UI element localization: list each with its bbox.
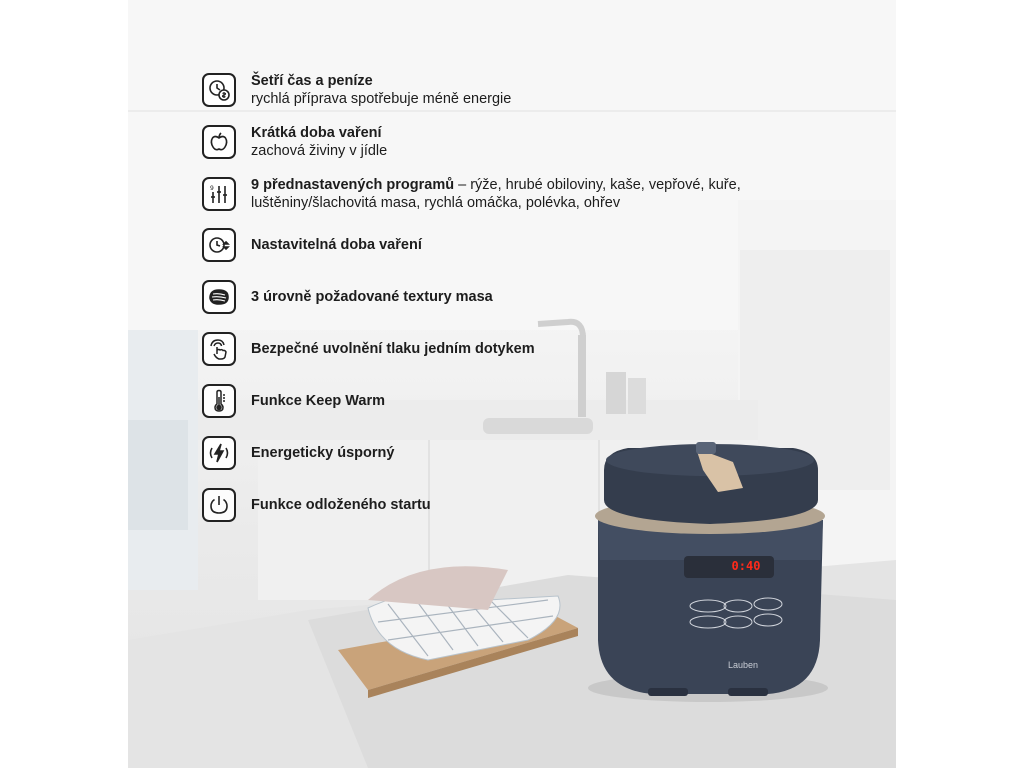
feature-inline-description: – rýže, hrubé obiloviny, kaše, vepřové, kuře, — [454, 177, 741, 193]
feature-item — [202, 176, 802, 212]
touch-release-icon — [202, 332, 236, 366]
feature-item — [202, 228, 802, 262]
adjustable-clock-icon — [202, 228, 236, 262]
feature-title: 9 přednastavených programů — [251, 177, 455, 193]
feature-description: rychlá příprava spotřebuje méně energie — [251, 91, 512, 107]
time-money-icon — [202, 73, 236, 107]
feature-item — [202, 436, 802, 470]
lightning-icon — [202, 436, 236, 470]
feature-title: Šetří čas a peníze — [251, 73, 373, 89]
feature-item — [202, 72, 802, 108]
svg-text:9: 9 — [210, 185, 214, 192]
feature-item — [202, 384, 802, 418]
feature-item — [202, 488, 802, 522]
feature-description: luštěniny/šlachovitá masa, rychlá omáčka, polévka, ohřev — [251, 195, 621, 211]
apple-icon — [202, 125, 236, 159]
feature-description: zachová živiny v jídle — [251, 143, 388, 159]
feature-title: Funkce odloženého startu — [251, 497, 431, 513]
feature-item — [202, 332, 802, 366]
thermometer-icon — [202, 384, 236, 418]
feature-title: Nastavitelná doba vaření — [251, 237, 422, 253]
program-sliders-icon — [202, 177, 236, 211]
feature-title: Krátká doba vaření — [251, 125, 382, 141]
feature-title: Funkce Keep Warm — [251, 393, 386, 409]
cooker-display-readout: 0:40 — [731, 559, 761, 573]
cooker-brand-label: Lauben — [727, 660, 759, 670]
feature-item — [202, 280, 802, 314]
feature-title: Bezpečné uvolnění tlaku jedním dotykem — [251, 341, 535, 357]
feature-title: Energeticky úsporný — [251, 445, 395, 461]
power-icon — [202, 488, 236, 522]
meat-texture-icon — [202, 280, 236, 314]
feature-title: 3 úrovně požadované textury masa — [251, 289, 493, 305]
feature-item — [202, 124, 802, 160]
